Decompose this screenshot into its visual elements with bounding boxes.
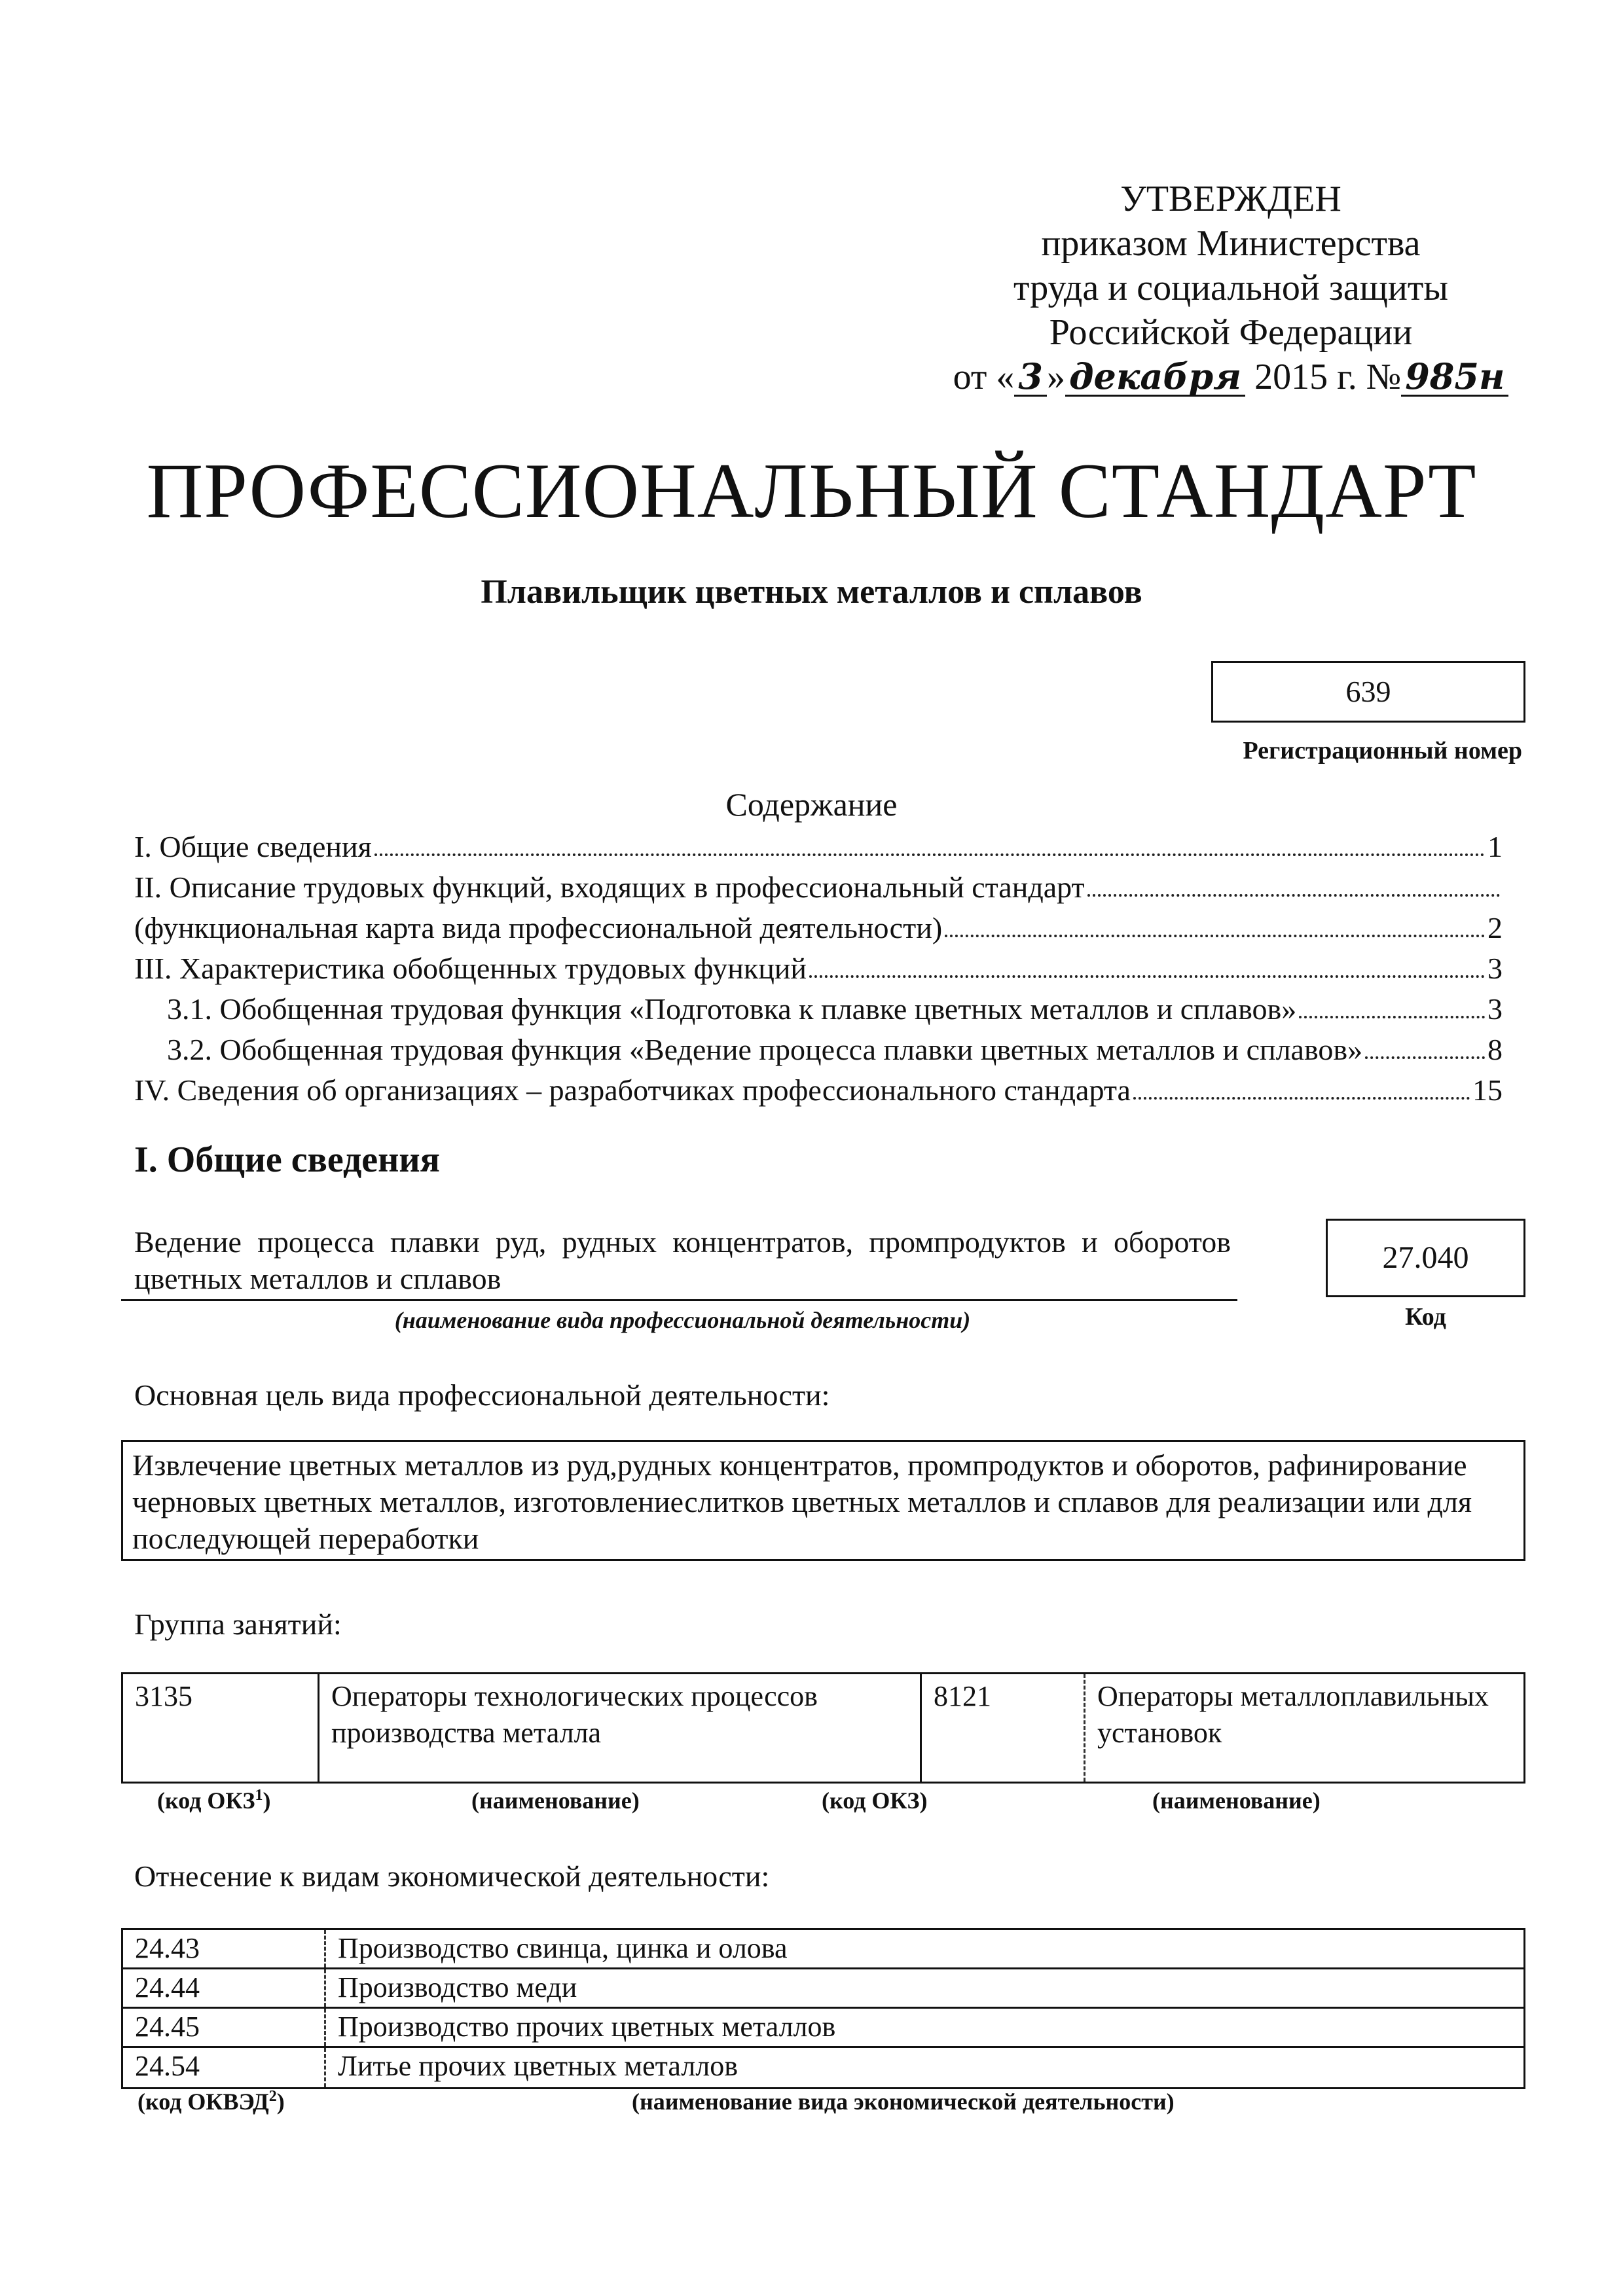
occupation-group-table: [121, 1672, 1525, 1784]
approval-block: [943, 177, 1519, 399]
activity-underline: [121, 1299, 1237, 1301]
group-caption-name-1: (наименование): [471, 1787, 640, 1814]
toc-item[interactable]: [134, 823, 1503, 864]
table-row: [123, 1969, 1523, 2009]
toc-item[interactable]: [134, 905, 1503, 945]
toc-item-text: IV. Сведения об организациях – разработчиках профессионального стандарта: [134, 1073, 1131, 1107]
toc-leader-dots: [374, 853, 1485, 856]
toc-leader-dots: [809, 975, 1485, 978]
group-code-cell: 8121: [922, 1674, 1085, 1782]
group-name-cell: Операторы металлоплавильных установок: [1097, 1680, 1489, 1749]
group-caption-code-1: [157, 1787, 271, 1814]
document-title: ПРОФЕССИОНАЛЬНЫЙ СТАНДАРТ: [146, 447, 1477, 534]
toc-item[interactable]: [134, 864, 1503, 905]
toc-item-text: II. Описание трудовых функций, входящих в профессиональный стандарт: [134, 870, 1085, 904]
registration-number-box: 639: [1211, 661, 1525, 723]
okved-name: Производство меди: [338, 1971, 577, 2003]
handwritten-order-number: 985н: [1401, 358, 1508, 397]
table-row: [123, 1930, 1523, 1969]
toc-item-text: 3.1. Обобщенная трудовая функция «Подготовка к плавке цветных металлов и сплавов»: [167, 992, 1297, 1026]
table-row: [123, 2048, 1523, 2087]
date-mid: »: [1046, 357, 1065, 397]
caption-text: ): [276, 2089, 285, 2115]
toc-item-text: (функциональная карта вида профессиональной деятельности): [134, 911, 943, 944]
goal-label: Основная цель вида профессиональной деятельности:: [134, 1378, 830, 1412]
toc-item-page: 15: [1472, 1073, 1503, 1107]
okved-name: Производство свинца, цинка и олова: [338, 1932, 788, 1964]
activity-caption: (наименование вида профессиональной деятельности): [394, 1307, 971, 1333]
handwritten-day: 3: [1014, 358, 1047, 397]
toc-item-text: 3.2. Обобщенная трудовая функция «Ведение процесса плавки цветных металлов и сплавов»: [167, 1033, 1363, 1066]
group-code-cell: 3135: [123, 1674, 319, 1782]
toc-leader-dots: [1087, 894, 1500, 897]
activity-name: Ведение процесса плавки руд, рудных концентратов, промпродуктов и оборотов цветных металлов и сплавов: [134, 1225, 1231, 1295]
economic-activity-table: [121, 1928, 1525, 2089]
group-label: Группа занятий:: [134, 1607, 342, 1641]
okved-code: 24.43: [123, 1930, 326, 1967]
date-prefix: от «: [953, 357, 1015, 397]
caption-text: ): [263, 1787, 271, 1814]
group-caption-code-2: (код ОКЗ): [822, 1787, 928, 1814]
table-of-contents: [134, 823, 1503, 1107]
approval-date-line: [943, 355, 1519, 399]
toc-leader-dots: [1365, 1056, 1485, 1059]
toc-heading: Содержание: [725, 786, 898, 823]
footnote-ref[interactable]: 2: [268, 2088, 277, 2105]
approval-line-2: приказом Министерства: [1041, 223, 1421, 264]
toc-leader-dots: [945, 935, 1485, 937]
toc-item[interactable]: [134, 1067, 1503, 1107]
registration-number-label: Регистрационный номер: [1243, 737, 1522, 764]
okved-name: Литье прочих цветных металлов: [338, 2050, 738, 2082]
activity-code-caption: Код: [1405, 1303, 1446, 1331]
okved-code: 24.45: [123, 2009, 326, 2046]
caption-text: (код ОКВЭД: [137, 2089, 269, 2115]
toc-leader-dots: [1133, 1097, 1470, 1100]
okved-code: 24.54: [123, 2048, 326, 2087]
goal-box: Извлечение цветных металлов из руд,рудных концентратов, промпродуктов и оборотов, рафинирование черновых цветных металлов, изготовлениеслитков цветных металлов и сплавов для реализации или для последующей переработки: [121, 1440, 1525, 1561]
toc-item-page: 8: [1487, 1033, 1503, 1066]
toc-leader-dots: [1299, 1016, 1485, 1018]
group-name-cell: Операторы технологических процессов производства металла: [319, 1674, 922, 1782]
toc-item-page: 3: [1487, 992, 1503, 1026]
handwritten-month: декабря: [1065, 358, 1245, 397]
profession-name: Плавильщик цветных металлов и сплавов: [481, 573, 1142, 611]
toc-item-page: 2: [1487, 911, 1503, 944]
toc-item[interactable]: [134, 945, 1503, 986]
okved-name: Производство прочих цветных металлов: [338, 2011, 836, 2043]
okved-code: 24.44: [123, 1969, 326, 2007]
toc-item-page: 1: [1487, 830, 1503, 863]
activity-code-box: 27.040: [1326, 1219, 1525, 1297]
toc-item-text: I. Общие сведения: [134, 830, 372, 863]
economic-caption-name: (наименование вида экономической деятельности): [632, 2089, 1175, 2115]
group-caption-name-2: (наименование): [1152, 1787, 1321, 1814]
approval-line-4: Российской Федерации: [1049, 312, 1413, 353]
footnote-ref[interactable]: 1: [255, 1787, 263, 1804]
approval-line-3: труда и социальной защиты: [1013, 268, 1448, 308]
date-year: 2015 г. №: [1254, 357, 1402, 397]
toc-item-text: III. Характеристика обобщенных трудовых функций: [134, 952, 807, 985]
economic-activity-label: Отнесение к видам экономической деятельности:: [134, 1859, 770, 1893]
toc-item-page: 3: [1487, 952, 1503, 985]
toc-item[interactable]: [134, 1026, 1503, 1067]
approval-title: УТВЕРЖДЕН: [1120, 179, 1341, 219]
economic-caption-code: [137, 2088, 285, 2115]
table-row: [123, 2009, 1523, 2048]
caption-text: (код ОКЗ: [157, 1787, 255, 1814]
section-heading: I. Общие сведения: [134, 1139, 440, 1180]
toc-item[interactable]: [134, 986, 1503, 1026]
